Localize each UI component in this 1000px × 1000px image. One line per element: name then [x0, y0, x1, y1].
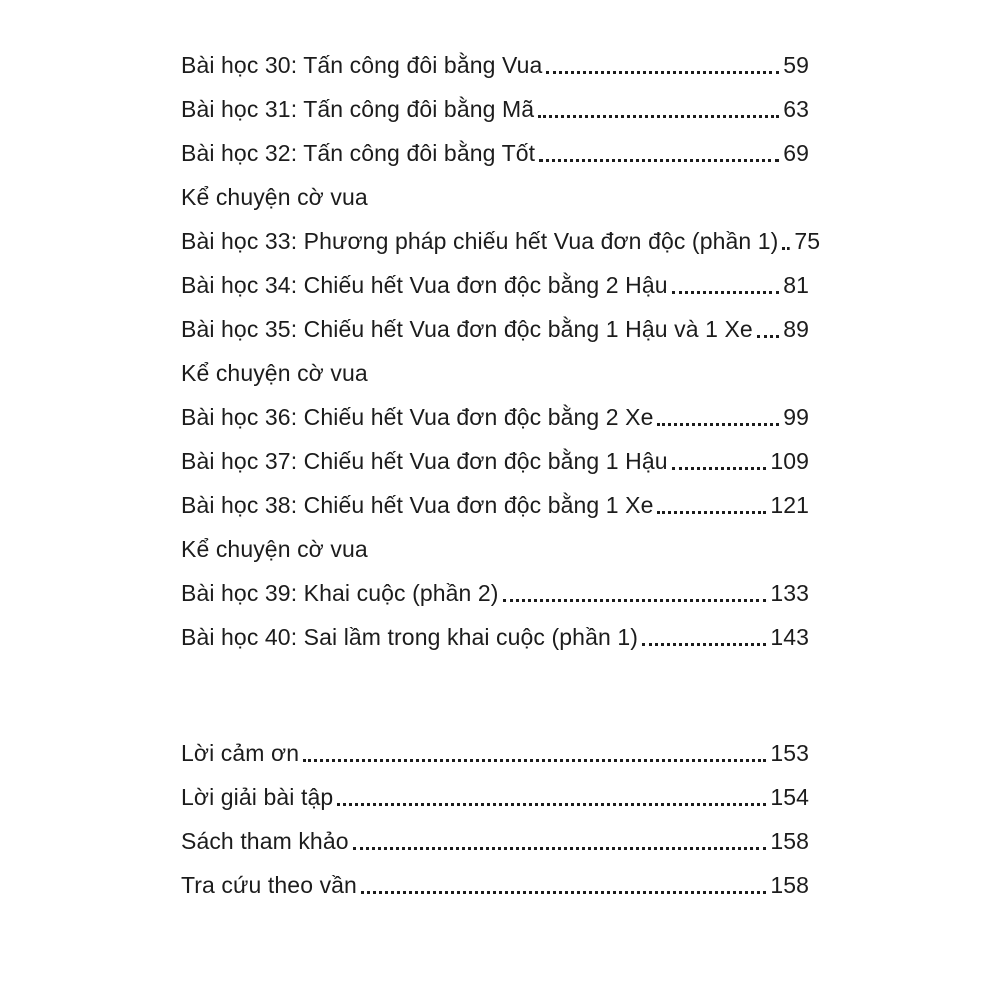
toc-entry-label: Tra cứu theo vần	[181, 871, 357, 898]
toc-entry-label: Bài học 30: Tấn công đôi bằng Vua	[181, 51, 543, 78]
toc-heading-label: Kể chuyện cờ vua	[181, 535, 368, 562]
dot-leader	[538, 115, 779, 118]
dot-leader	[757, 335, 779, 338]
dot-leader	[546, 71, 779, 74]
toc-entry	[181, 731, 809, 775]
toc-entry-page-number: 89	[783, 315, 809, 342]
toc-entry	[181, 819, 809, 863]
toc-entry	[181, 263, 809, 307]
dot-leader	[672, 291, 780, 294]
toc-entry-label: Bài học 35: Chiếu hết Vua đơn độc bằng 1 Hậu và 1 Xe	[181, 315, 753, 342]
table-of-contents-page	[181, 43, 821, 907]
toc-entry-page-number: 143	[770, 623, 809, 650]
toc-entry-label: Bài học 36: Chiếu hết Vua đơn độc bằng 2 Xe	[181, 403, 654, 430]
dot-leader	[353, 847, 767, 850]
toc-entry	[181, 615, 809, 659]
toc-entry-label: Bài học 40: Sai lầm trong khai cuộc (phần 1)	[181, 623, 638, 650]
toc-entry-page-number: 121	[770, 491, 809, 518]
toc-entry-page-number: 154	[770, 783, 809, 810]
toc-entry-label: Lời giải bài tập	[181, 783, 334, 810]
toc-entry-page-number: 109	[770, 447, 809, 474]
toc-entry	[181, 131, 809, 175]
toc-entry-label: Bài học 38: Chiếu hết Vua đơn độc bằng 1 Xe	[181, 491, 654, 518]
toc-entry	[181, 483, 809, 527]
toc-heading-label: Kể chuyện cờ vua	[181, 183, 368, 210]
toc-entry-page-number: 63	[783, 95, 809, 122]
toc-section-heading	[181, 351, 809, 395]
toc-entry-label: Sách tham khảo	[181, 827, 349, 854]
toc-entry-page-number: 75	[794, 227, 821, 254]
toc-entry-label: Bài học 39: Khai cuộc (phần 2)	[181, 579, 499, 606]
toc-back-matter-list	[181, 731, 809, 907]
toc-entry	[181, 87, 809, 131]
toc-entry-label: Lời cảm ơn	[181, 739, 300, 766]
toc-entry-page-number: 158	[770, 871, 809, 898]
dot-leader	[642, 643, 766, 646]
toc-entry-label: Bài học 31: Tấn công đôi bằng Mã	[181, 95, 535, 122]
toc-entry	[181, 439, 809, 483]
toc-entry	[181, 571, 809, 615]
toc-entry-page-number: 99	[783, 403, 809, 430]
toc-entry	[181, 219, 821, 263]
toc-entry	[181, 395, 809, 439]
dot-leader	[672, 467, 767, 470]
toc-entry-page-number: 69	[783, 139, 809, 166]
dot-leader	[503, 599, 767, 602]
dot-leader	[361, 891, 766, 894]
toc-entry-page-number: 158	[770, 827, 809, 854]
toc-entry	[181, 43, 809, 87]
dot-leader	[303, 759, 766, 762]
toc-section-heading	[181, 175, 809, 219]
toc-entry	[181, 775, 809, 819]
dot-leader	[337, 803, 766, 806]
toc-entry-label: Bài học 34: Chiếu hết Vua đơn độc bằng 2 Hậu	[181, 271, 668, 298]
toc-heading-label: Kể chuyện cờ vua	[181, 359, 368, 386]
toc-entry-page-number: 59	[783, 51, 809, 78]
toc-entry-page-number: 153	[770, 739, 809, 766]
toc-main-list	[181, 43, 821, 659]
toc-entry-page-number: 81	[783, 271, 809, 298]
dot-leader	[657, 423, 779, 426]
toc-entry-page-number: 133	[770, 579, 809, 606]
dot-leader	[782, 247, 790, 250]
toc-entry-label: Bài học 32: Tấn công đôi bằng Tốt	[181, 139, 536, 166]
toc-entry	[181, 307, 809, 351]
toc-entry	[181, 863, 809, 907]
toc-section-heading	[181, 527, 809, 571]
toc-entry-label: Bài học 37: Chiếu hết Vua đơn độc bằng 1 Hậu	[181, 447, 668, 474]
dot-leader	[539, 159, 779, 162]
dot-leader	[657, 511, 766, 514]
toc-entry-label: Bài học 33: Phương pháp chiếu hết Vua đơn độc (phần 1)	[181, 227, 779, 254]
